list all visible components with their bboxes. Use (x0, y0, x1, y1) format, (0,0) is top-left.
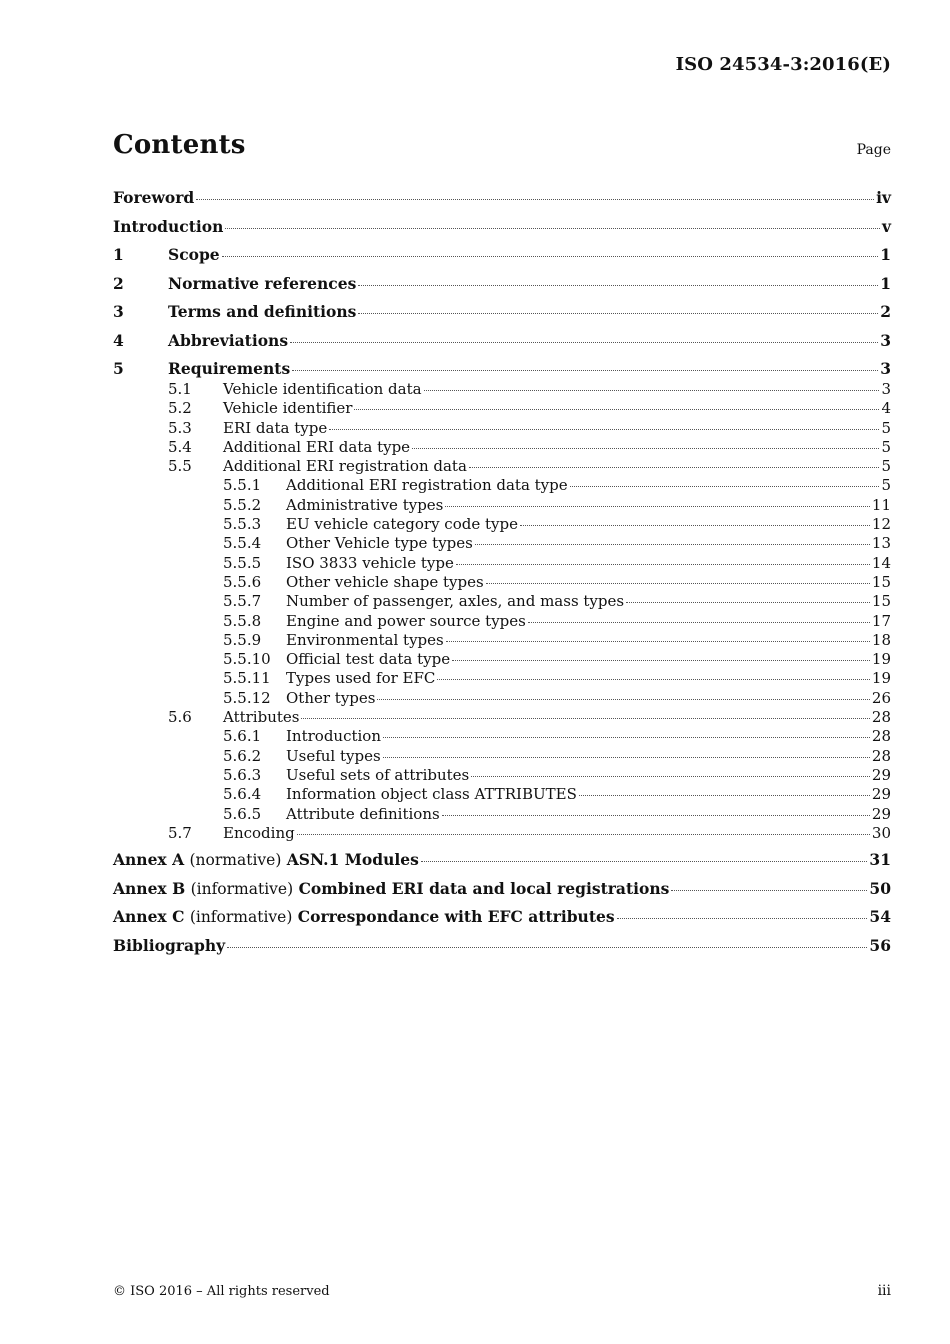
toc-entry-5-5-10[interactable] (113, 650, 891, 669)
dot-leader (358, 313, 878, 314)
toc-entry-title: Terms and definitions (168, 302, 357, 321)
toc-entry-title: ERI data type (223, 418, 328, 437)
dot-leader (383, 757, 870, 758)
dot-leader (358, 285, 878, 286)
toc-entry-title: Engine and power source types (286, 611, 526, 630)
dot-leader (471, 776, 870, 777)
toc-entry-5-4[interactable] (113, 438, 891, 457)
toc-entry-title: Vehicle identifier (223, 399, 353, 418)
dot-leader (354, 409, 879, 410)
toc-entry-number: 5.5.2 (223, 495, 262, 514)
toc-entry-title: Other types (286, 688, 376, 707)
toc-entry-number: 5.6.5 (223, 804, 262, 823)
toc-entry-page: 28 (871, 708, 891, 727)
toc-entry-title: Other vehicle shape types (286, 572, 484, 591)
annex-label: Annex A (113, 850, 185, 870)
toc-entry-title: EU vehicle category code type (286, 515, 518, 534)
toc-entry-title: Normative references (168, 273, 357, 293)
toc-entry-title: Attribute definitions (286, 804, 440, 823)
toc-entry-page: 12 (871, 515, 891, 534)
toc-entry-introduction[interactable] (113, 213, 891, 242)
toc-entry-title: Information object class ATTRIBUTES (286, 785, 577, 804)
page-column-label: Page (856, 142, 891, 158)
dot-leader (292, 370, 878, 371)
toc-entry-page: 29 (871, 804, 891, 823)
toc-entry-annex-b[interactable] (113, 875, 891, 904)
toc-entry-page: 29 (871, 765, 891, 784)
toc-entry-abbreviations[interactable] (113, 327, 891, 356)
annex-label: Annex B (113, 878, 186, 898)
toc-entry-number: 5.5.11 (223, 669, 271, 688)
toc-entry-number: 5.6.2 (223, 746, 262, 765)
toc-entry-number: 5.5.8 (223, 611, 262, 630)
dot-leader (424, 390, 880, 391)
toc-entry-5-5-1[interactable] (113, 476, 891, 495)
dot-leader (329, 429, 879, 430)
copyright-notice: © ISO 2016 – All rights reserved (113, 1284, 330, 1299)
toc-entry-number: 5.5 (168, 457, 192, 476)
toc-entry-5-6-2[interactable] (113, 747, 891, 766)
toc-entry-5-6-1[interactable] (113, 727, 891, 746)
toc-entry-page: 5 (881, 476, 891, 495)
toc-entry-title: Bibliography (113, 935, 226, 955)
toc-entry-number: 4 (113, 330, 124, 350)
toc-entry-page: 1 (880, 273, 891, 293)
toc-entry-5-5-6[interactable] (113, 573, 891, 592)
toc-entry-page: 28 (871, 727, 891, 746)
dot-leader (528, 622, 870, 623)
toc-entry-requirements[interactable] (113, 358, 891, 380)
annex-type: (informative) (190, 879, 294, 898)
toc-entry-title: Types used for EFC (286, 669, 436, 688)
toc-entry-5-5-8[interactable] (113, 612, 891, 631)
toc-entry-title: Foreword (113, 188, 195, 207)
toc-entry-number: 3 (113, 302, 124, 321)
toc-entry-title: Attributes (223, 708, 300, 727)
toc-entry-number: 5.7 (168, 823, 192, 842)
toc-entry-page: 5 (881, 437, 891, 456)
toc-entry-5-6-4[interactable] (113, 785, 891, 804)
toc-entry-number: 5.5.3 (223, 515, 262, 534)
toc-entry-scope[interactable] (113, 241, 891, 270)
toc-entry-page: 56 (869, 935, 891, 955)
toc-entry-page: 14 (871, 553, 891, 572)
dot-leader (570, 486, 880, 487)
toc-entry-number: 5.5.7 (223, 592, 262, 611)
toc-entry-number: 5.5.1 (223, 476, 262, 495)
toc-entry-page: 1 (880, 245, 891, 264)
toc-entry-5-5-2[interactable] (113, 496, 891, 515)
toc-entry-page: 28 (871, 746, 891, 765)
dot-leader (579, 795, 870, 796)
dot-leader (227, 947, 867, 948)
toc-entry-bibliography[interactable] (113, 932, 891, 961)
toc-entry-title: Additional ERI registration data (223, 457, 467, 476)
toc-entry-page: 15 (871, 572, 891, 591)
toc-entry-title: Official test data type (286, 650, 451, 669)
toc-entry-page: 13 (871, 534, 891, 553)
toc-entry-title: Additional ERI data type (223, 437, 411, 456)
toc-entry-5-6-5[interactable] (113, 805, 891, 824)
toc-entry-5-5-4[interactable] (113, 534, 891, 553)
toc-entry-number: 5.2 (168, 399, 192, 418)
dot-leader (421, 861, 868, 862)
toc-entry-annex-a[interactable] (113, 846, 891, 875)
toc-entry-page: 30 (871, 823, 891, 842)
toc-entry-number: 5.4 (168, 437, 192, 456)
toc-entry-page: iv (876, 188, 891, 207)
toc-entry-5-1[interactable] (113, 380, 891, 399)
dot-leader (222, 256, 879, 257)
toc-entry-terms-and-definitions[interactable] (113, 298, 891, 327)
toc-entry-page: 26 (871, 688, 891, 707)
toc-entry-title: Introduction (286, 727, 381, 746)
dot-leader (196, 199, 874, 200)
toc-entry-5-5-11[interactable] (113, 669, 891, 688)
annex-label: Annex C (113, 907, 185, 927)
toc-entry-title: Abbreviations (168, 330, 289, 350)
toc-entry-title: Vehicle identification data (223, 380, 422, 398)
toc-entry-number: 1 (113, 245, 124, 264)
dot-leader (671, 890, 867, 891)
dot-leader (475, 544, 870, 545)
toc-entry-title: ISO 3833 vehicle type (286, 553, 454, 572)
dot-leader (445, 506, 870, 507)
toc-entry-page: 3 (881, 380, 891, 398)
toc-entry-page: 2 (880, 302, 891, 321)
toc-entry-number: 2 (113, 273, 124, 293)
toc-entry-page: 15 (871, 592, 891, 611)
table-of-contents (113, 184, 891, 960)
toc-entry-page: 3 (880, 359, 891, 378)
toc-entry-5-5[interactable] (113, 457, 891, 476)
toc-entry-title: Introduction (113, 216, 224, 236)
toc-entry-number: 5.6.4 (223, 785, 262, 804)
toc-entry-title: Administrative types (286, 495, 444, 514)
toc-entry-number: 5.5.10 (223, 650, 271, 669)
toc-entry-page: 31 (869, 850, 891, 870)
toc-entry-page: 3 (880, 330, 891, 350)
dot-leader (446, 641, 870, 642)
toc-entry-number: 5.6.3 (223, 765, 262, 784)
toc-entry-5-5-9[interactable] (113, 631, 891, 650)
toc-entry-number: 5.5.12 (223, 688, 271, 707)
dot-leader (225, 228, 880, 229)
dot-leader (383, 737, 870, 738)
page-number: iii (877, 1283, 891, 1299)
toc-entry-annex-c[interactable] (113, 903, 891, 932)
toc-entry-number: 5.6 (168, 708, 192, 727)
toc-entry-title: Encoding (223, 823, 295, 842)
toc-entry-page: 5 (881, 457, 891, 476)
toc-entry-number: 5.5.6 (223, 572, 262, 591)
toc-entry-number: 5.5.4 (223, 534, 262, 553)
toc-entry-page: 4 (881, 399, 891, 418)
contents-title: Contents (113, 130, 246, 160)
toc-entry-page: 17 (871, 611, 891, 630)
toc-entry-number: 5.3 (168, 418, 192, 437)
toc-entry-title: Requirements (168, 359, 291, 378)
toc-entry-title: Environmental types (286, 630, 444, 649)
toc-entry-5-5-7[interactable] (113, 592, 891, 611)
toc-entry-5-3[interactable] (113, 419, 891, 438)
annex-type: (normative) (189, 851, 282, 870)
document-id-header: ISO 24534-3:2016(E) (675, 54, 891, 75)
toc-entry-page: 18 (871, 630, 891, 649)
toc-entry-5-5-12[interactable] (113, 689, 891, 708)
toc-entry-number: 5.1 (168, 380, 192, 398)
toc-entry-title: Scope (168, 245, 220, 264)
dot-leader (301, 718, 869, 719)
dot-leader (452, 660, 870, 661)
toc-entry-normative-references[interactable] (113, 270, 891, 299)
contents-heading-row (113, 130, 891, 164)
toc-entry-page: v (881, 216, 891, 236)
toc-entry-5-7[interactable] (113, 824, 891, 843)
toc-entry-page: 54 (869, 907, 891, 927)
toc-entry-number: 5.6.1 (223, 727, 262, 746)
dot-leader (442, 815, 870, 816)
dot-leader (469, 467, 880, 468)
toc-entry-title: Correspondance with EFC attributes (297, 907, 615, 927)
toc-entry-title: Number of passenger, axles, and mass types (286, 592, 625, 611)
toc-entry-title: Combined ERI data and local registrations (298, 878, 670, 898)
toc-entry-5-5-5[interactable] (113, 554, 891, 573)
toc-entry-page: 50 (869, 878, 891, 898)
toc-entry-page: 5 (881, 418, 891, 437)
toc-entry-page: 19 (871, 669, 891, 688)
dot-leader (297, 834, 870, 835)
toc-entry-page: 19 (871, 650, 891, 669)
toc-entry-title: Useful types (286, 746, 381, 765)
dot-leader (377, 699, 869, 700)
toc-entry-page: 29 (871, 785, 891, 804)
toc-entry-page: 11 (871, 495, 891, 514)
toc-entry-number: 5.5.5 (223, 553, 262, 572)
dot-leader (437, 679, 870, 680)
dot-leader (412, 448, 879, 449)
dot-leader (486, 583, 870, 584)
toc-entry-title: Useful sets of attributes (286, 765, 470, 784)
toc-entry-5-6[interactable] (113, 708, 891, 727)
toc-entry-number: 5.5.9 (223, 630, 262, 649)
toc-entry-5-6-3[interactable] (113, 766, 891, 785)
toc-entry-number: 5 (113, 359, 124, 378)
dot-leader (290, 342, 878, 343)
toc-entry-5-5-3[interactable] (113, 515, 891, 534)
dot-leader (626, 602, 870, 603)
dot-leader (520, 525, 870, 526)
toc-entry-5-2[interactable] (113, 399, 891, 418)
annex-type: (informative) (189, 908, 293, 927)
toc-entry-title: ASN.1 Modules (286, 850, 419, 870)
toc-entry-title: Other Vehicle type types (286, 534, 473, 553)
toc-entry-foreword[interactable] (113, 184, 891, 213)
toc-entry-title: Additional ERI registration data type (286, 476, 568, 495)
dot-leader (617, 918, 868, 919)
dot-leader (456, 564, 870, 565)
